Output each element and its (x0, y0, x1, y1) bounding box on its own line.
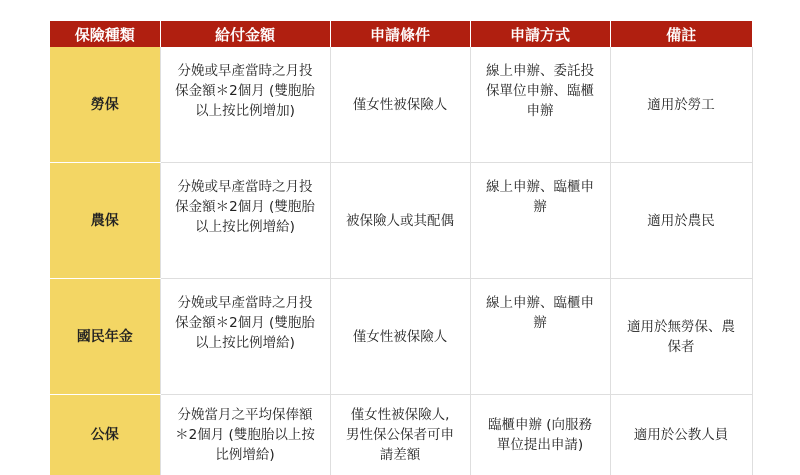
application-method-cell: 線上申辦、臨櫃申 辦 (470, 279, 610, 395)
application-condition-cell: 被保險人或其配偶 (330, 163, 470, 279)
table-header (50, 21, 752, 47)
header-row (50, 21, 752, 47)
insurance-comparison-table (50, 21, 753, 475)
header-notes: 備註 (610, 21, 752, 47)
insurance-comparison-table-container (50, 21, 752, 475)
table-body (50, 47, 752, 475)
note-cell: 適用於無勞保、農 保者 (610, 279, 752, 395)
note-cell: 適用於公教人員 (610, 395, 752, 475)
header-application-conditions: 申請條件 (330, 21, 470, 47)
insurance-type-cell: 勞保 (50, 47, 160, 163)
header-benefit-amount: 給付金額 (160, 21, 330, 47)
table-row (50, 395, 752, 475)
benefit-amount-cell: 分娩或早產當時之月投 保金額＊2個月 (雙胞胎 以上按比例增給) (160, 163, 330, 279)
table-row (50, 279, 752, 395)
insurance-type-cell: 國民年金 (50, 279, 160, 395)
application-condition-cell: 僅女性被保險人, 男性保公保者可申 請差額 (330, 395, 470, 475)
header-insurance-type: 保險種類 (50, 21, 160, 47)
note-cell: 適用於勞工 (610, 47, 752, 163)
benefit-amount-cell: 分娩或早產當時之月投 保金額＊2個月 (雙胞胎 以上按比例增加) (160, 47, 330, 163)
table-row (50, 47, 752, 163)
application-method-cell: 臨櫃申辦 (向服務 單位提出申請) (470, 395, 610, 475)
benefit-amount-cell: 分娩當月之平均保俸額 ＊2個月 (雙胞胎以上按 比例增給) (160, 395, 330, 475)
insurance-type-cell: 農保 (50, 163, 160, 279)
benefit-amount-cell: 分娩或早產當時之月投 保金額＊2個月 (雙胞胎 以上按比例增給) (160, 279, 330, 395)
note-cell: 適用於農民 (610, 163, 752, 279)
application-method-cell: 線上申辦、臨櫃申 辦 (470, 163, 610, 279)
application-condition-cell: 僅女性被保險人 (330, 279, 470, 395)
table-row (50, 163, 752, 279)
header-application-method: 申請方式 (470, 21, 610, 47)
insurance-type-cell: 公保 (50, 395, 160, 475)
application-method-cell: 線上申辦、委託投 保單位申辦、臨櫃 申辦 (470, 47, 610, 163)
application-condition-cell: 僅女性被保險人 (330, 47, 470, 163)
